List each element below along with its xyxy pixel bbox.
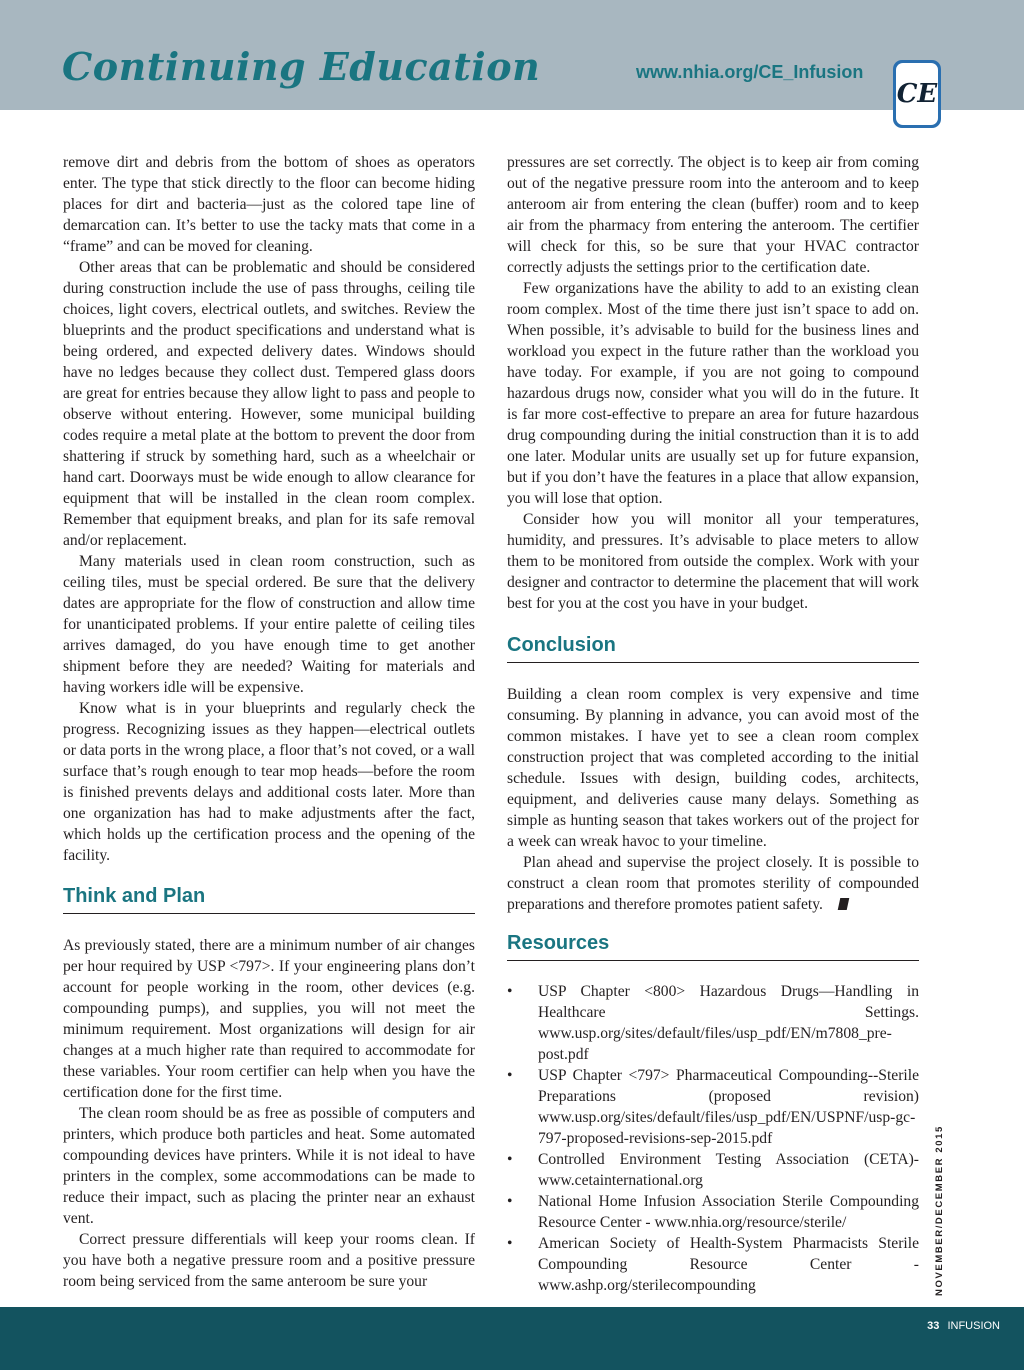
- resources-list: [507, 981, 919, 1296]
- section-title: Continuing Education: [62, 44, 541, 89]
- paragraph: Other areas that can be problematic and should be considered during construction include the use of pass throughs, ceiling tile choices, light covers, electrical outlets, and switches. Review the blueprints and the product specifications and understand what is being ordered, and expected delivery dates. Windows should have no ledges because they collect dust. Tempered glass doors are great for entries because they allow light to pass and people to observe without entering. However, some municipal building codes require a metal plate at the bottom to prevent the door from shattering if struck by something hard, such as a wheelchair or hand cart. Doorways must be wide enough to allow clearance for equipment that will be installed in the clean room complex. Remember that equipment breaks, and plan for its safe removal and/or replacement.: [63, 259, 475, 549]
- left-column: [63, 152, 475, 1292]
- ce-url-link[interactable]: www.nhia.org/CE_Infusion: [636, 62, 864, 82]
- right-column: [507, 152, 919, 1296]
- resource-item: • USP Chapter <797> Pharmaceutical Compounding--Sterile Preparations (proposed revision) www.usp.org/sites/default/files/usp_pdf/EN/USPNF/usp-gc-797-proposed-revisions-sep-2015.pdf: [507, 1065, 919, 1149]
- heading-conclusion: Conclusion: [507, 635, 919, 663]
- magazine-name: INFUSION: [947, 1320, 1000, 1332]
- header-band: [0, 0, 1024, 110]
- ce-logo-text: CE: [896, 63, 938, 125]
- paragraph: As previously stated, there are a minimum number of air changes per hour required by USP <797>. If your engineering plans don’t account for people working in the room, other devices (e.g. compounding pumps), and supplies, you will not meet the minimum requirement. Most organizations will design for air changes at a much higher rate than required to accommodate for these variables. Your room certifier can help when you have the certification done for the first time.: [63, 937, 475, 1101]
- issue-date: NOVEMBER/DECEMBER 2015: [934, 1125, 945, 1296]
- paragraph: Building a clean room complex is very expensive and time consuming. By planning in advance, you can avoid most of the common mistakes. I have yet to see a clean room complex construction project that was completed according to the initial schedule. Issues with design, building codes, architects, equipment, and deliveries cause many delays. Something as simple as hunting season that takes workers out of the project for a week can wreak havoc to your timeline.: [507, 686, 919, 850]
- paragraph: Consider how you will monitor all your temperatures, humidity, and pressures. It’s advisable to place meters to allow them to be monitored from outside the complex. Work with your designer and contractor to determine the placement that will work best for you at the cost you have in your budget.: [507, 511, 919, 612]
- paragraph: pressures are set correctly. The object is to keep air from coming out of the negative pressure room into the anteroom and to keep anteroom air from entering the clean (buffer) room and to keep air from the pharmacy from entering the anteroom. The certifier will check for this, so be sure that your HVAC contractor correctly adjusts the settings prior to the certification date.: [507, 154, 919, 276]
- end-of-article-icon: [838, 898, 850, 910]
- page-footer: [927, 1320, 1000, 1332]
- paragraph: remove dirt and debris from the bottom of shoes as operators enter. The type that stick directly to the floor can become hiding places for dirt and bacteria—just as the colored tape line of demarcation can. It’s better to use the tacky mats that come in a “frame” and can be moved for cleaning.: [63, 154, 475, 255]
- paragraph-final: [507, 852, 919, 915]
- paragraph: Know what is in your blueprints and regularly check the progress. Recognizing issues as they happen—electrical outlets or data ports in the wrong place, a floor that’s not coved, or a wall surface that’s rough enough to tear mop heads—before the room is finished prevents delays and additional costs later. More than one organization has had to make adjustments after the fact, which holds up the certification process and the opening of the facility.: [63, 700, 475, 864]
- heading-think-and-plan: Think and Plan: [63, 886, 475, 914]
- resource-item: • Controlled Environment Testing Association (CETA)- www.cetainternational.org: [507, 1149, 919, 1191]
- paragraph: Correct pressure differentials will keep your rooms clean. If you have both a negative pressure room and a positive pressure room being serviced from the same anteroom be sure your: [63, 1231, 475, 1290]
- paragraph: The clean room should be as free as possible of computers and printers, which produce both particles and heat. Some automated compounding devices have printers. While it is not ideal to have printers in the complex, some accommodations can be made to reduce their impact, such as placing the printer near an exhaust vent.: [63, 1105, 475, 1227]
- footer-band: [0, 1307, 1024, 1370]
- resource-item: • National Home Infusion Association Sterile Compounding Resource Center - www.nhia.org/resource/sterile/: [507, 1191, 919, 1233]
- paragraph: Few organizations have the ability to add to an existing clean room complex. Most of the time there just isn’t space to add on. When possible, it’s advisable to build for the business lines and workload you expect in the future rather than the workload you have today. For example, if you are not going to compound hazardous drugs now, consider what you will do in the future. It is far more cost-effective to prepare an area for future hazardous drug compounding during the initial construction than it is to add one later. Modular units are usually set up for future expansion, but if you don’t have the features in a place that allow expansion, you will lose that option.: [507, 280, 919, 507]
- paragraph: Many materials used in clean room construction, such as ceiling tiles, must be special ordered. Be sure that the delivery dates are appropriate for the flow of construction and allow time for unanticipated problems. If your entire palette of ceiling tiles arrives damaged, do you have enough time to get another shipment before they are needed? Waiting for materials and having workers idle will be expensive.: [63, 553, 475, 696]
- ce-logo-icon: [893, 60, 941, 128]
- page-number: 33: [927, 1320, 940, 1332]
- paragraph-final-text: Plan ahead and supervise the project closely. It is possible to construct a clean room that promotes sterility of compounded preparations and therefore promotes patient safety.: [507, 854, 919, 913]
- resource-item: • USP Chapter <800> Hazardous Drugs—Handling in Healthcare Settings. www.usp.org/sites/default/files/usp_pdf/EN/m7808_pre-post.pdf: [507, 981, 919, 1065]
- heading-resources: Resources: [507, 933, 919, 961]
- resource-item: • American Society of Health-System Pharmacists Sterile Compounding Resource Center - www.ashp.org/sterilecompounding: [507, 1233, 919, 1296]
